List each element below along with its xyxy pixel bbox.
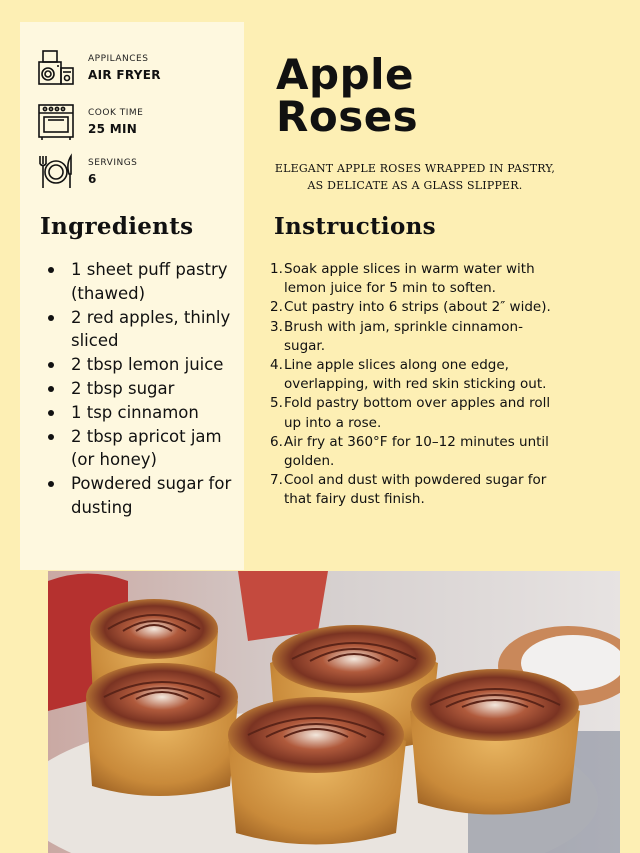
- ingredient-item: 1 sheet puff pastry (thawed): [44, 258, 244, 306]
- step-number: 7.: [270, 472, 283, 489]
- ingredient-item: 2 tbsp lemon juice: [44, 353, 244, 377]
- meta-servings: [36, 152, 137, 192]
- meta-cook-time: [36, 102, 143, 142]
- ingredient-item: 2 tbsp sugar: [44, 377, 244, 401]
- appliance-icon: [36, 48, 76, 88]
- oven-icon: [36, 102, 76, 142]
- ingredient-item: 2 red apples, thinly sliced: [44, 306, 244, 354]
- instruction-step: [270, 394, 555, 432]
- instruction-step: [270, 260, 555, 298]
- appliances-value: AIR FRYER: [88, 68, 161, 82]
- ingredient-item: Powdered sugar for dusting: [44, 472, 244, 520]
- cook-time-label: COOK TIME: [88, 108, 144, 118]
- instruction-step: [270, 298, 555, 317]
- step-number: 1.: [270, 261, 283, 277]
- servings-label: SERVINGS: [88, 158, 138, 168]
- step-text: Cool and dust with powdered sugar for that fairy dust finish.: [284, 472, 547, 508]
- instructions-heading: Instructions: [274, 213, 436, 240]
- ingredient-item: 2 tbsp apricot jam (or honey): [44, 425, 244, 473]
- instructions-list: [270, 260, 555, 510]
- instruction-step: [270, 433, 555, 471]
- apple-rose-front-left: [86, 663, 238, 796]
- appliances-label: APPILANCES: [88, 54, 149, 64]
- step-number: 4.: [270, 357, 283, 374]
- plate-cutlery-icon: [36, 152, 76, 192]
- step-number: 6.: [270, 433, 283, 450]
- step-text: Soak apple slices in warm water with lemon juice for 5 min to soften.: [284, 261, 535, 297]
- title-line-2: Roses: [276, 92, 419, 141]
- step-text: Brush with jam, sprinkle cinnamon-sugar.: [284, 318, 523, 354]
- title-line-1: Apple: [276, 50, 415, 99]
- step-number: 5.: [270, 395, 283, 412]
- apple-rose-front-center: [228, 697, 406, 845]
- step-text: Fold pastry bottom over apples and roll up into a rose.: [284, 395, 551, 431]
- meta-appliances: [36, 48, 161, 88]
- step-text: Air fry at 360°F for 10–12 minutes until golden.: [284, 433, 549, 470]
- instruction-step: [270, 471, 555, 509]
- recipe-tagline: ELEGANT APPLE ROSES WRAPPED IN PASTRY, AS DELICATE AS A GLASS SLIPPER.: [274, 162, 556, 192]
- cook-time-value: 25 MIN: [88, 122, 138, 136]
- ingredient-item: 1 tsp cinnamon: [44, 401, 244, 425]
- ingredients-heading: Ingredients: [40, 213, 194, 240]
- step-text: Line apple slices along one edge, overlapping, with red skin sticking out.: [284, 357, 547, 393]
- recipe-title: [276, 50, 419, 141]
- step-text: Cut pastry into 6 strips (about 2″ wide).: [284, 299, 551, 316]
- ingredients-list: [44, 258, 244, 520]
- step-number: 3.: [270, 318, 283, 335]
- apple-rose-front-right: [410, 669, 580, 815]
- step-number: 2.: [270, 299, 283, 316]
- instruction-step: [270, 356, 555, 394]
- instruction-step: [270, 318, 555, 356]
- servings-value: 6: [88, 172, 97, 186]
- apple-roses-photo: [48, 571, 620, 853]
